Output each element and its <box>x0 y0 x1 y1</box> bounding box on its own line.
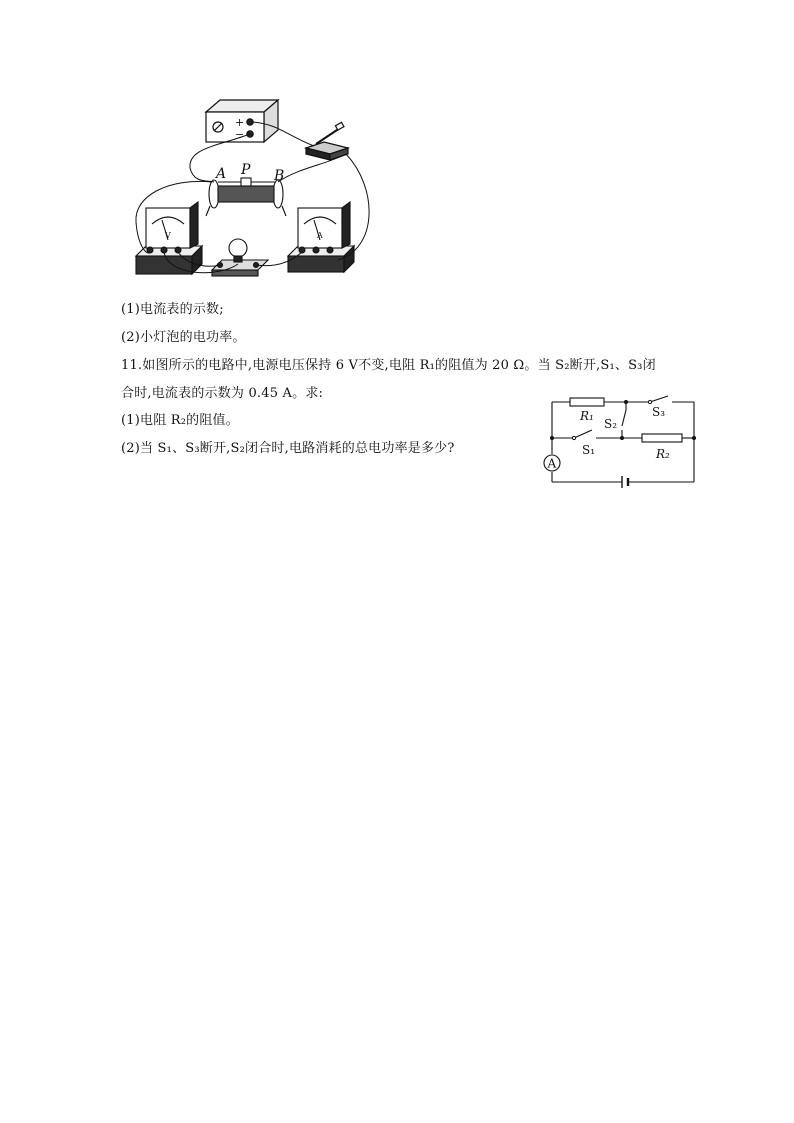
circuit-ammeter-label: A <box>547 456 557 471</box>
ammeter-symbol: A <box>317 231 323 240</box>
rheostat-label-p: P <box>241 162 251 178</box>
light-bulb <box>212 239 268 276</box>
q11-stem-line1: 11.如图所示的电路中,电源电压保持 6 V不变,电阻 R₁的阻值为 20 Ω。当 S₂断开,S₁、S₃闭 <box>121 358 656 373</box>
svg-text:−: − <box>235 128 245 141</box>
voltmeter-symbol: V <box>165 231 171 240</box>
knife-switch <box>306 122 348 160</box>
q11-sub2: (2)当 S₁、S₃断开,S₂闭合时,电路消耗的总电功率是多少? <box>121 441 455 456</box>
circuit-diagram <box>538 392 698 488</box>
label-s2: S₂ <box>604 417 618 431</box>
resistor-r2 <box>642 434 682 442</box>
rheostat-label-b: B <box>274 168 285 184</box>
rheostat-label-a: A <box>216 166 227 182</box>
power-supply <box>206 100 278 142</box>
apparatus-figure <box>128 98 383 283</box>
q10-sub1: (1)电流表的示数; <box>121 302 224 317</box>
label-s1: S₁ <box>582 443 596 457</box>
svg-text:+: + <box>235 116 245 129</box>
label-r1: R₁ <box>580 409 594 423</box>
q11-stem-line2: 合时,电流表的示数为 0.45 A。求: <box>121 386 324 401</box>
label-r2: R₂ <box>656 447 670 461</box>
label-s3: S₃ <box>652 405 666 419</box>
q11-sub1: (1)电阻 R₂的阻值。 <box>121 413 239 428</box>
q10-sub2: (2)小灯泡的电功率。 <box>121 330 246 345</box>
resistor-r1 <box>570 398 604 406</box>
